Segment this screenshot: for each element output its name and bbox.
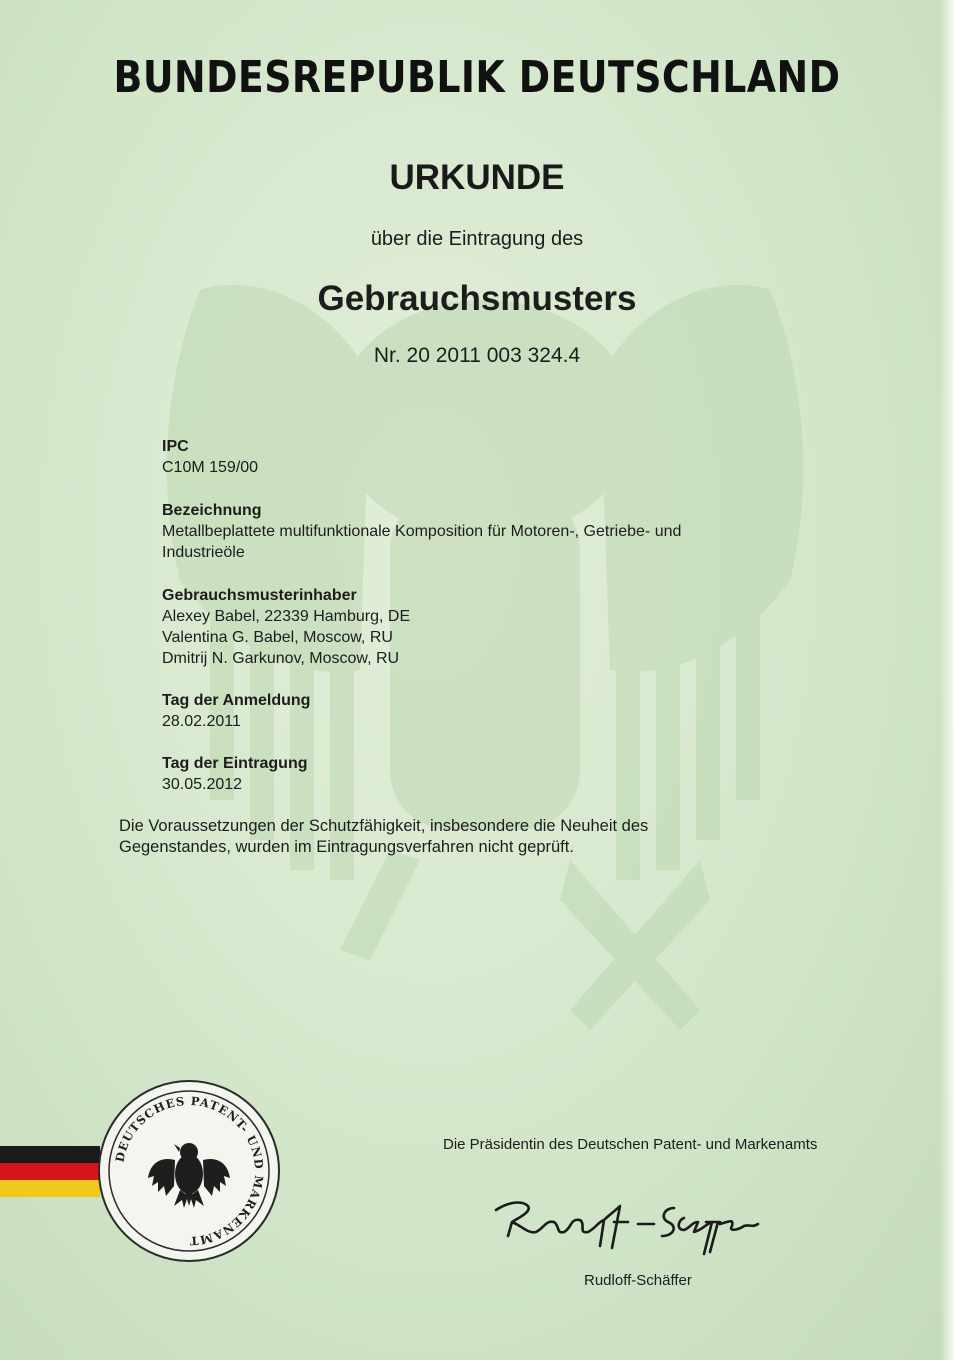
note-line: Gegenstandes, wurden im Eintragungsverfahren nicht geprüft. [119,838,574,856]
register-type: Gebrauchsmusters [317,279,637,318]
eintragung-label: Tag der Eintragung [162,755,308,772]
german-flag-stripes [0,1146,100,1197]
document-type: URKUNDE [389,158,565,197]
anmeldung-field [162,690,310,732]
anmeldung-label: Tag der Anmeldung [162,692,311,709]
inhaber-line: Alexey Babel, 22339 Hamburg, DE [162,608,411,625]
bezeichnung-label: Bezeichnung [162,502,262,519]
subtitle: über die Eintragung des [370,228,584,250]
seal-graphic [100,1082,278,1260]
signatory-caption: Die Präsidentin des Deutschen Patent- und Markenamts [443,1136,818,1153]
ipc-field [162,436,258,478]
inhaber-field [162,585,410,669]
eintragung-value: 30.05.2012 [162,776,243,793]
note-line: Die Voraussetzungen der Schutzfähigkeit, insbesondere die Neuheit des [119,817,649,835]
flag-stripe-black [0,1146,100,1163]
flag-stripe-gold [0,1180,100,1197]
office-seal [98,1080,280,1262]
country-title: BUNDESREPUBLIK DEUTSCHLAND [113,52,841,103]
bezeichnung-field [162,500,681,563]
handwritten-signature [488,1188,788,1258]
flag-stripe-red [0,1163,100,1180]
seal-text: DEUTSCHES PATENT- UND MARKENAMT [112,1093,267,1249]
anmeldung-value: 28.02.2011 [162,713,241,730]
registration-number: Nr. 20 2011 003 324.4 [373,344,581,367]
inhaber-line: Dmitrij N. Garkunov, Moscow, RU [162,650,400,667]
examination-note [119,816,759,858]
federal-eagle-icon [148,1143,230,1208]
ipc-label: IPC [162,438,189,455]
inhaber-line: Valentina G. Babel, Moscow, RU [162,629,393,646]
inhaber-label: Gebrauchsmusterinhaber [162,587,357,604]
bezeichnung-line: Metallbeplattete multifunktionale Komposition für Motoren-, Getriebe- und [162,523,682,540]
eintragung-field [162,753,307,795]
ipc-value: C10M 159/00 [162,459,259,476]
paper-edge [940,0,954,1360]
signatory-name: Rudloff-Schäffer [584,1272,692,1289]
bezeichnung-line: Industrieöle [162,544,245,561]
